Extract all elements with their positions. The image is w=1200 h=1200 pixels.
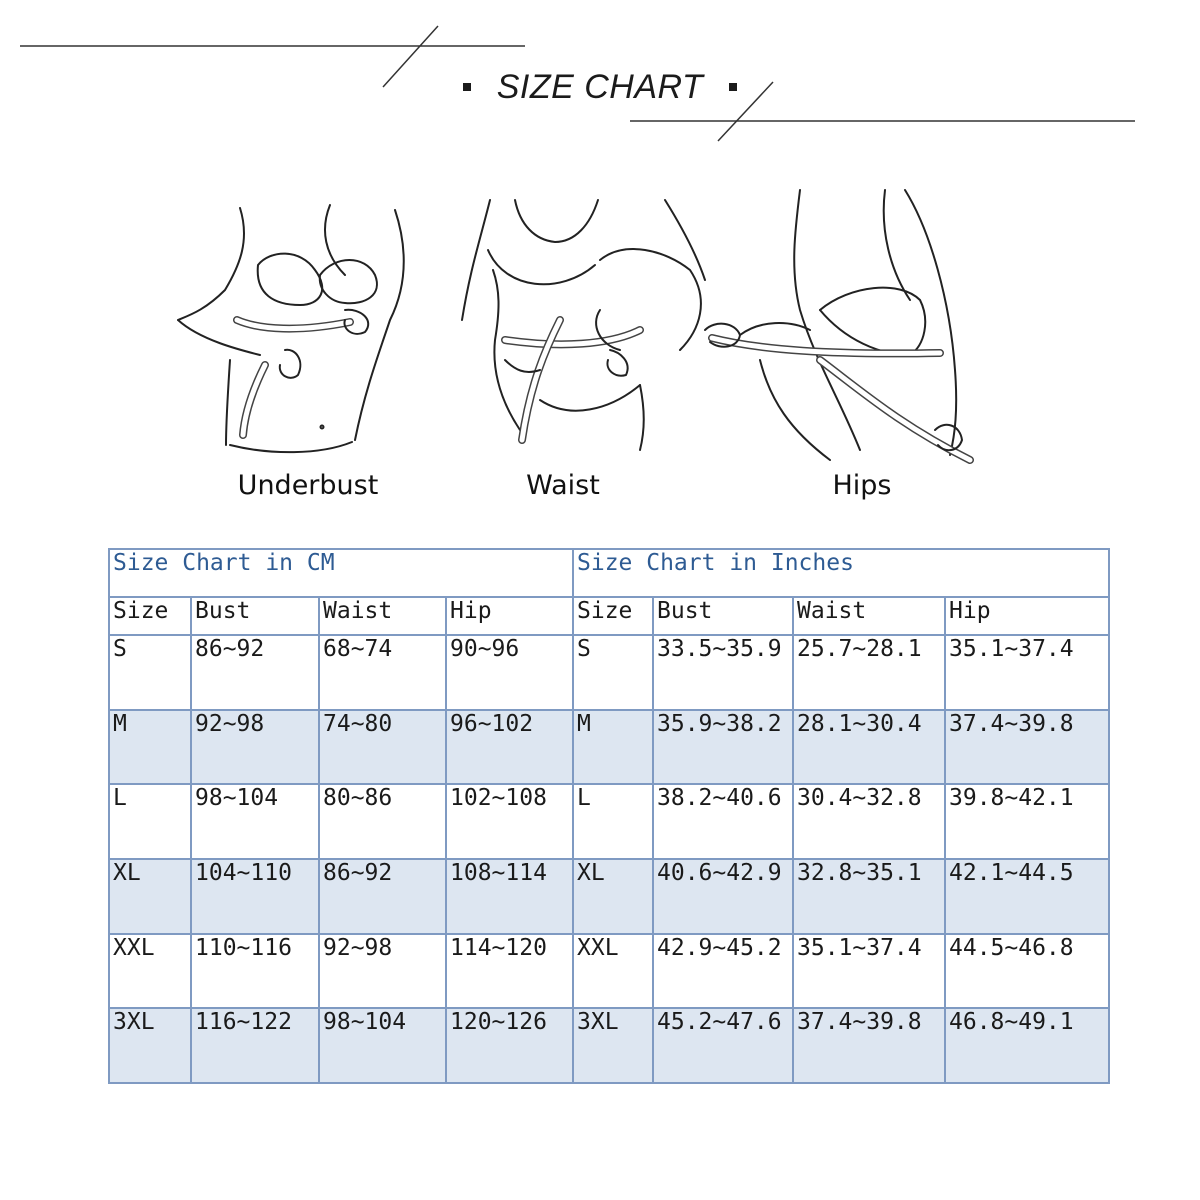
table-cell: 37.4~39.8 [793, 1008, 945, 1083]
column-header: Size [573, 597, 653, 635]
table-cell: 116~122 [191, 1008, 319, 1083]
table-cell: 3XL [109, 1008, 191, 1083]
table-row [109, 859, 1109, 934]
table-cell: M [109, 710, 191, 785]
table-row [109, 635, 1109, 710]
group-header-inches: Size Chart in Inches [573, 549, 1109, 597]
table-cell: XL [573, 859, 653, 934]
column-header: Waist [793, 597, 945, 635]
table-cell: 38.2~40.6 [653, 784, 793, 859]
table-cell: XXL [573, 934, 653, 1009]
table-cell: 39.8~42.1 [945, 784, 1109, 859]
column-header: Hip [945, 597, 1109, 635]
figure-label-waist: Waist [526, 470, 600, 501]
table-cell: 90~96 [446, 635, 573, 710]
square-bullet-icon [463, 83, 471, 91]
page-title-text: SIZE CHART [496, 67, 704, 106]
table-cell: L [109, 784, 191, 859]
underbust-measure-illustration [178, 205, 404, 452]
figure-label-underbust: Underbust [237, 470, 379, 501]
column-header: Bust [191, 597, 319, 635]
table-cell: 120~126 [446, 1008, 573, 1083]
table-row [109, 1008, 1109, 1083]
table-cell: 44.5~46.8 [945, 934, 1109, 1009]
table-cell: 32.8~35.1 [793, 859, 945, 934]
table-cell: 46.8~49.1 [945, 1008, 1109, 1083]
table-cell: L [573, 784, 653, 859]
table-cell: 33.5~35.9 [653, 635, 793, 710]
column-header: Hip [446, 597, 573, 635]
table-cell: 92~98 [319, 934, 446, 1009]
table-cell: 74~80 [319, 710, 446, 785]
column-header: Size [109, 597, 191, 635]
group-header-cm: Size Chart in CM [109, 549, 573, 597]
table-cell: 25.7~28.1 [793, 635, 945, 710]
table-cell: XXL [109, 934, 191, 1009]
table-cell: M [573, 710, 653, 785]
figure-label-hips: Hips [832, 470, 892, 501]
table-cell: 92~98 [191, 710, 319, 785]
table-cell: 96~102 [446, 710, 573, 785]
table-cell: 45.2~47.6 [653, 1008, 793, 1083]
table-cell: 86~92 [319, 859, 446, 934]
table-cell: 42.9~45.2 [653, 934, 793, 1009]
table-cell: 35.1~37.4 [945, 635, 1109, 710]
table-cell: 30.4~32.8 [793, 784, 945, 859]
table-cell: 3XL [573, 1008, 653, 1083]
table-cell: 28.1~30.4 [793, 710, 945, 785]
waist-measure-illustration [462, 200, 705, 450]
table-cell: 42.1~44.5 [945, 859, 1109, 934]
hips-measure-illustration [705, 190, 970, 460]
table-cell: 98~104 [191, 784, 319, 859]
table-cell: S [573, 635, 653, 710]
table-cell: 108~114 [446, 859, 573, 934]
measurement-illustrations [0, 170, 1200, 470]
table-cell: 35.1~37.4 [793, 934, 945, 1009]
table-cell: 35.9~38.2 [653, 710, 793, 785]
size-table [108, 548, 1110, 1084]
table-cell: 80~86 [319, 784, 446, 859]
table-row [109, 934, 1109, 1009]
table-cell: XL [109, 859, 191, 934]
table-cell: 86~92 [191, 635, 319, 710]
column-header: Waist [319, 597, 446, 635]
table-cell: 102~108 [446, 784, 573, 859]
table-row [109, 710, 1109, 785]
table-cell: 104~110 [191, 859, 319, 934]
table-cell: 40.6~42.9 [653, 859, 793, 934]
table-cell: 114~120 [446, 934, 573, 1009]
page-title [0, 62, 1200, 112]
table-row [109, 784, 1109, 859]
square-bullet-icon [729, 83, 737, 91]
table-cell: 37.4~39.8 [945, 710, 1109, 785]
table-cell: S [109, 635, 191, 710]
table-cell: 98~104 [319, 1008, 446, 1083]
table-cell: 68~74 [319, 635, 446, 710]
table-cell: 110~116 [191, 934, 319, 1009]
column-header: Bust [653, 597, 793, 635]
